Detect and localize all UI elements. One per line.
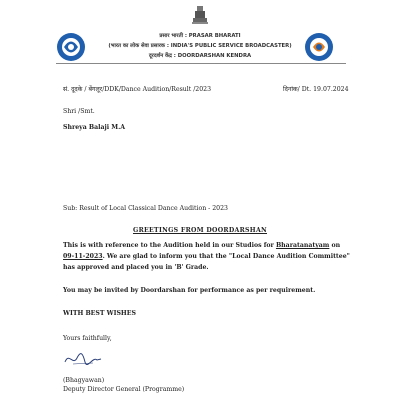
audition-date: 09-11-2023 — [63, 253, 103, 260]
signature — [63, 350, 103, 368]
recipient-name: Shreya Balaji M.A — [63, 124, 126, 131]
para1-text-a: This is with reference to the Audition held in our Studios for — [63, 242, 276, 249]
header-divider — [56, 63, 346, 64]
para1-text-c: . We are glad to inform you that the "Local Dance Audition Committee" has approved and placed you in 'B' Grade. — [63, 253, 350, 271]
org-name: प्रसार भारती : PRASAR BHARATI — [159, 33, 241, 39]
body-paragraph-2: You may be invited by Doordarshan for performance as per requirement. — [63, 287, 316, 294]
salutation: Shri /Smt. — [63, 108, 95, 115]
kendra-name: दूरदर्शन केंद्र : DOORDARSHAN KENDRA — [148, 53, 252, 59]
body-paragraph-1 — [63, 240, 353, 273]
doordarshan-logo-icon — [56, 32, 86, 62]
reference-number: सं. दूदके / बेंगलूर/DDK/Dance Audition/Result /2023 — [63, 86, 212, 93]
org-tagline: (भारत का लोक सेवा प्रसारक : INDIA'S PUBLIC SERVICE BROADCASTER) — [108, 43, 292, 49]
greeting-heading: GREETINGS FROM DOORDARSHAN — [132, 227, 267, 234]
signatory-designation: Deputy Director General (Programme) — [63, 386, 185, 393]
dance-form: Bharatanatyam — [275, 242, 330, 249]
best-wishes: WITH BEST WISHES — [63, 310, 136, 317]
national-emblem-icon — [188, 4, 212, 28]
letter-date: दिनांक/ Dt. 19.07.2024 — [283, 86, 349, 93]
para1-text-b: on — [329, 242, 341, 249]
closing-line: Yours faithfully, — [63, 335, 112, 342]
signatory-name: (Bhagyawan) — [63, 377, 105, 384]
subject-line: Sub: Result of Local Classical Dance Audition - 2023 — [63, 205, 228, 212]
